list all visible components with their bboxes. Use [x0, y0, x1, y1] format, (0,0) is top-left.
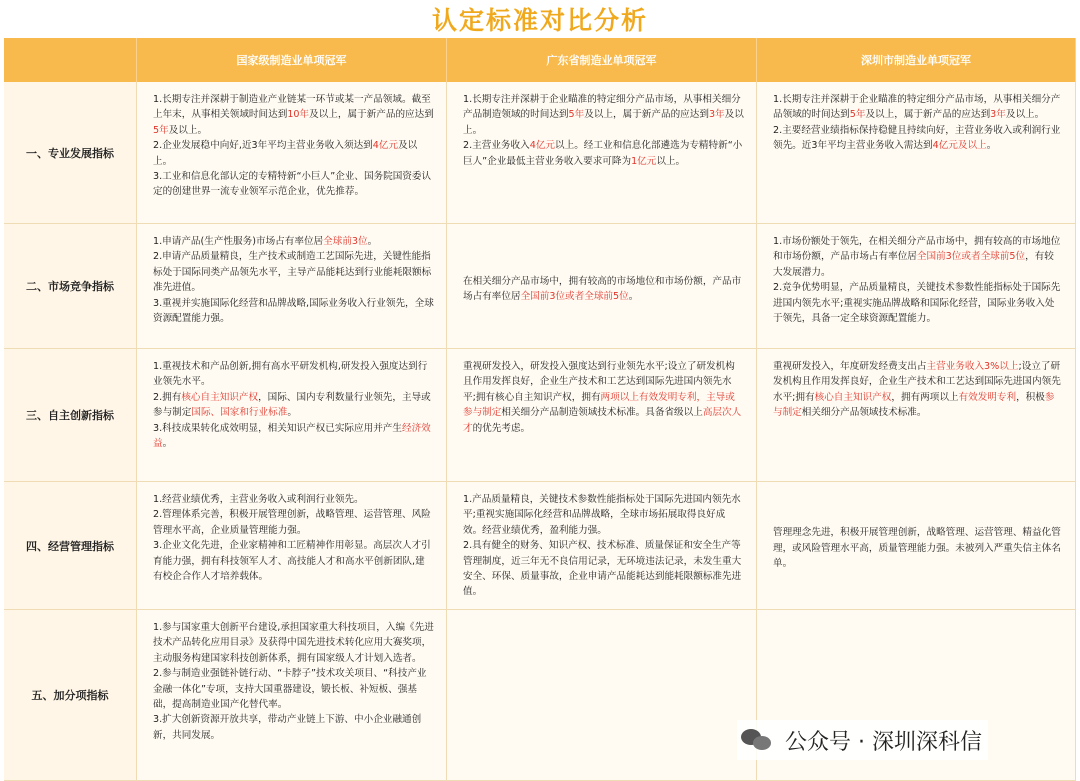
highlight-text: 核心自主知识产权: [181, 391, 259, 403]
criteria-text: 以上。: [656, 155, 686, 167]
guangdong-cell: [447, 82, 757, 224]
criteria-paragraph: [463, 538, 744, 600]
highlight-text: 5年: [568, 109, 585, 121]
highlight-text: 参与制定: [773, 391, 1055, 419]
highlight-text: 5年: [849, 109, 866, 121]
criteria-paragraph: [463, 359, 744, 436]
shenzhen-cell: [757, 82, 1076, 224]
criteria-text: 1.长期专注并深耕于企业瞄准的特定细分产品市场，从事相关细分产品领域的时间达到: [773, 94, 1061, 121]
shenzhen-cell: [757, 349, 1076, 482]
row-label: 三、自主创新指标: [4, 349, 137, 482]
guangdong-cell: [447, 482, 757, 610]
criteria-text: 及以上。: [153, 140, 418, 167]
highlight-text: 4亿元及以上: [932, 140, 987, 152]
highlight-text: 高层次人才: [463, 407, 742, 434]
criteria-text: 1.市场份额处于领先，在相关细分产品市场中，拥有较高的市场地位和市场份额，产品市场占有率位居: [773, 236, 1061, 263]
account-watermark: [737, 720, 988, 760]
criteria-paragraph: [153, 138, 434, 169]
national-cell: [137, 82, 447, 224]
criteria-paragraph: [153, 390, 434, 421]
criteria-paragraph: [153, 421, 434, 452]
criteria-text: 管理理念先进，积极开展管理创新，战略管理、运营管理、精益化管理，或风险管理水平高，质量管理能力强。未被列入严重失信主体名单。: [773, 527, 1061, 570]
criteria-text: 2.申请产品质量精良，生产技术或制造工艺国际先进，关键性能指标处于国际同类产品领先水平，主导产品能耗达到行业能耗限额标准先进值。: [153, 251, 432, 294]
criteria-paragraph: [153, 92, 434, 138]
criteria-text: 相关细分产品领域技术标准。: [801, 407, 927, 419]
criteria-text: 2.主营业务收入: [463, 140, 530, 152]
criteria-text: 2.拥有: [153, 391, 182, 403]
criteria-paragraph: [153, 234, 434, 249]
criteria-text: 。: [628, 291, 639, 302]
highlight-text: 4亿元: [372, 140, 399, 152]
criteria-text: 重视研发投入，研发投入强度达到行业领先水平;设立了研发机构且作用发挥良好，企业生产技术和工艺达到国际先进国内领先水平;拥有核心自主知识产权，拥有: [463, 361, 735, 403]
criteria-paragraph: [773, 92, 1063, 123]
criteria-paragraph: [153, 249, 434, 295]
criteria-text: 3.扩大创新资源开放共享，带动产业链上下游、中小企业融通创新，共同发展。: [153, 714, 422, 741]
criteria-text: ，积极: [1016, 391, 1045, 403]
highlight-text: 1亿元: [631, 155, 657, 167]
national-cell: [137, 482, 447, 610]
criteria-paragraph: [773, 123, 1063, 154]
criteria-text: 相关细分产品制造领域技术标准。具备省级以上: [501, 407, 703, 419]
highlight-text: 4亿元: [529, 140, 556, 152]
criteria-paragraph: [153, 538, 434, 584]
criteria-paragraph: [153, 712, 434, 743]
criteria-text: 2.竞争优势明显，产品质量精良，关键技术参数性能指标处于国际先进国内领先水平;重视实施品牌战略和国际化经营，国际业务收入处于领先，具备一定全球资源配置能力。: [773, 282, 1061, 325]
criteria-text: 1.参与国家重大创新平台建设,承担国家重大科技项目，入编《先进技术产品转化应用目录》及获得中国先进技术转化应用大赛奖项，主动服务构建国家科技创新体系，拥有国家级人才计划入选者。: [153, 622, 434, 664]
criteria-paragraph: [153, 296, 434, 327]
criteria-text: 及以上。: [463, 109, 744, 136]
criteria-text: 的优先考虑。: [472, 422, 531, 434]
criteria-text: 1.长期专注并深耕于企业瞄准的特定细分产品市场，从事相关细分产品制造领域的时间达到: [463, 94, 741, 121]
row-label: 五、加分项指标: [4, 610, 137, 781]
criteria-text: 3.工业和信息化部认定的专精特新“小巨人”企业、国务院国资委认定的创建世界一流专业领军示范企业，优先推荐。: [153, 171, 432, 198]
guangdong-cell-empty: [447, 610, 757, 781]
header-shenzhen: 深圳市制造业单项冠军: [757, 38, 1076, 82]
national-cell: [137, 349, 447, 482]
criteria-text: 。: [367, 236, 378, 247]
criteria-paragraph: [153, 169, 434, 200]
header-guangdong: 广东省制造业单项冠军: [447, 38, 757, 82]
row-label: 一、专业发展指标: [4, 82, 137, 224]
watermark-text: 公众号 · 深圳深科信: [785, 729, 982, 755]
highlight-text: 5年: [153, 124, 169, 136]
criteria-text: 3.科技成果转化成效明显，相关知识产权已实际应用并产生: [153, 422, 402, 434]
highlight-text: 10年: [287, 109, 310, 121]
page-title: 认定标准对比分析: [431, 6, 648, 35]
criteria-text: 2.参与制造业强链补链行动、“卡脖子”技术攻关项目、“科技产业金融一体化”专项，支持大国重器建设，锻长板、补短板、强基础，提高制造业国产化替代率。: [153, 668, 427, 711]
criteria-paragraph: [153, 507, 434, 538]
header-blank: [4, 38, 137, 82]
highlight-text: 3年: [708, 109, 725, 121]
highlight-text: 全球前3位: [323, 236, 368, 247]
header-national: 国家级制造业单项冠军: [137, 38, 447, 82]
criteria-paragraph: [153, 666, 434, 712]
highlight-text: 两项以上有效发明专利: [600, 391, 697, 403]
criteria-text: 及以上，属于新产品的应达到: [309, 109, 434, 121]
criteria-paragraph: [773, 234, 1063, 280]
national-cell: [137, 224, 447, 349]
highlight-text: 国际、国家和行业标准: [191, 407, 288, 419]
highlight-text: 经济效益: [153, 422, 431, 450]
highlight-text: 全国前3位或者全球前5位: [916, 251, 1026, 263]
criteria-text: 重视研发投入，年度研发经费支出占: [773, 361, 927, 372]
criteria-text: 1.长期专注并深耕于制造业产业链某一环节或某一产品领域。截至上年末，从事相关领域时间达到: [153, 94, 431, 121]
criteria-paragraph: [463, 138, 744, 169]
criteria-text: 以上。经工业和信息化部遴选为专精特新“小巨人”企业最低主营业务收入要求可降为: [463, 140, 743, 167]
criteria-text: 。: [162, 438, 173, 450]
highlight-text: 主营业务收入3%以上: [926, 361, 1019, 372]
criteria-text: 及以上，属于新产品的应达到: [865, 109, 991, 121]
criteria-text: 3.重视并实施国际化经营和品牌战略,国际业务收入行业领先，全球资源配置能力强。: [153, 297, 434, 325]
criteria-text: 2.具有健全的财务、知识产权、技术标准、质量保证和安全生产等管理制度，近三年无不良信用记录，无环境违法记录，未发生重大安全、环保、质量事故，企业申请产品能耗达到能耗限额标准先进值。: [463, 540, 742, 598]
comparison-table: [4, 38, 1076, 781]
criteria-text: 。: [986, 140, 997, 152]
highlight-text: 全国前3位或者全球前5位: [520, 291, 629, 302]
highlight-text: 核心自主知识产权: [814, 391, 892, 403]
highlight-text: 有效发明专利: [958, 391, 1017, 403]
criteria-text: 1.产品质量精良，关键技术参数性能指标处于国际先进国内领先水平;重视实施国际化经营和品牌战略，全球市场拓展取得良好成效。经营业绩优秀，盈利能力强。: [463, 494, 741, 536]
shenzhen-cell: [757, 482, 1076, 610]
criteria-paragraph: [153, 492, 434, 507]
criteria-paragraph: [773, 525, 1063, 571]
criteria-text: ，国际、国内专利数量行业领先，主导或参与制定: [153, 391, 431, 419]
highlight-text: 3年: [990, 109, 1006, 121]
criteria-text: 1.重视技术和产品创新,拥有高水平研发机构,研发投入强度达到行业领先水平。: [153, 361, 428, 388]
criteria-text: 3.企业文化先进，企业家精神和工匠精神作用彰显。高层次人才引育能力强，拥有科技领军人才、高技能人才和高水平创新团队,建有校企合作人才培养载体。: [153, 540, 431, 583]
guangdong-cell: [447, 224, 757, 349]
criteria-text: 。: [287, 407, 297, 419]
highlight-text: ，主导或参与制定: [463, 391, 735, 419]
criteria-text: 在相关细分产品市场中，拥有较高的市场地位和市场份额，产品市场占有率位居: [463, 275, 742, 302]
criteria-paragraph: [153, 359, 434, 390]
criteria-text: 及以上。: [168, 124, 208, 136]
national-cell: [137, 610, 447, 781]
criteria-text: 2.主要经营业绩指标保持稳健且持续向好，主营业务收入或利润行业领先。近3年平均主营业务收入需达到: [773, 124, 1061, 152]
shenzhen-cell: [757, 224, 1076, 349]
criteria-text: 1.经营业绩优秀，主营业务收入或利润行业领先。: [153, 494, 364, 505]
criteria-text: 1.申请产品(生产性服务)市场占有率位居: [153, 236, 324, 247]
criteria-text: 2.企业发展稳中向好,近3年平均主营业务收入须达到: [153, 140, 373, 152]
row-label: 二、市场竞争指标: [4, 224, 137, 349]
criteria-text: 2.管理体系完善，积极开展管理创新，战略管理、运营管理、风险管理水平高，企业质量管理能力强。: [153, 509, 431, 536]
criteria-text: ，拥有两项以上: [891, 391, 959, 403]
guangdong-cell: [447, 349, 757, 482]
criteria-text: ;设立了研发机构且作用发挥良好，企业生产技术和工艺达到国际先进国内领先水平;拥有: [773, 361, 1061, 403]
criteria-paragraph: [463, 92, 744, 138]
criteria-text: 及以上，属于新产品的应达到: [584, 109, 709, 121]
wechat-icon: [741, 727, 775, 753]
criteria-text: ，有较大发展潜力。: [773, 251, 1054, 278]
criteria-paragraph: [463, 274, 744, 305]
criteria-paragraph: [773, 280, 1063, 326]
criteria-paragraph: [773, 359, 1063, 421]
criteria-paragraph: [463, 492, 744, 538]
row-label: 四、经营管理指标: [4, 482, 137, 610]
criteria-paragraph: [153, 620, 434, 666]
criteria-text: 及以上。: [1005, 109, 1045, 121]
